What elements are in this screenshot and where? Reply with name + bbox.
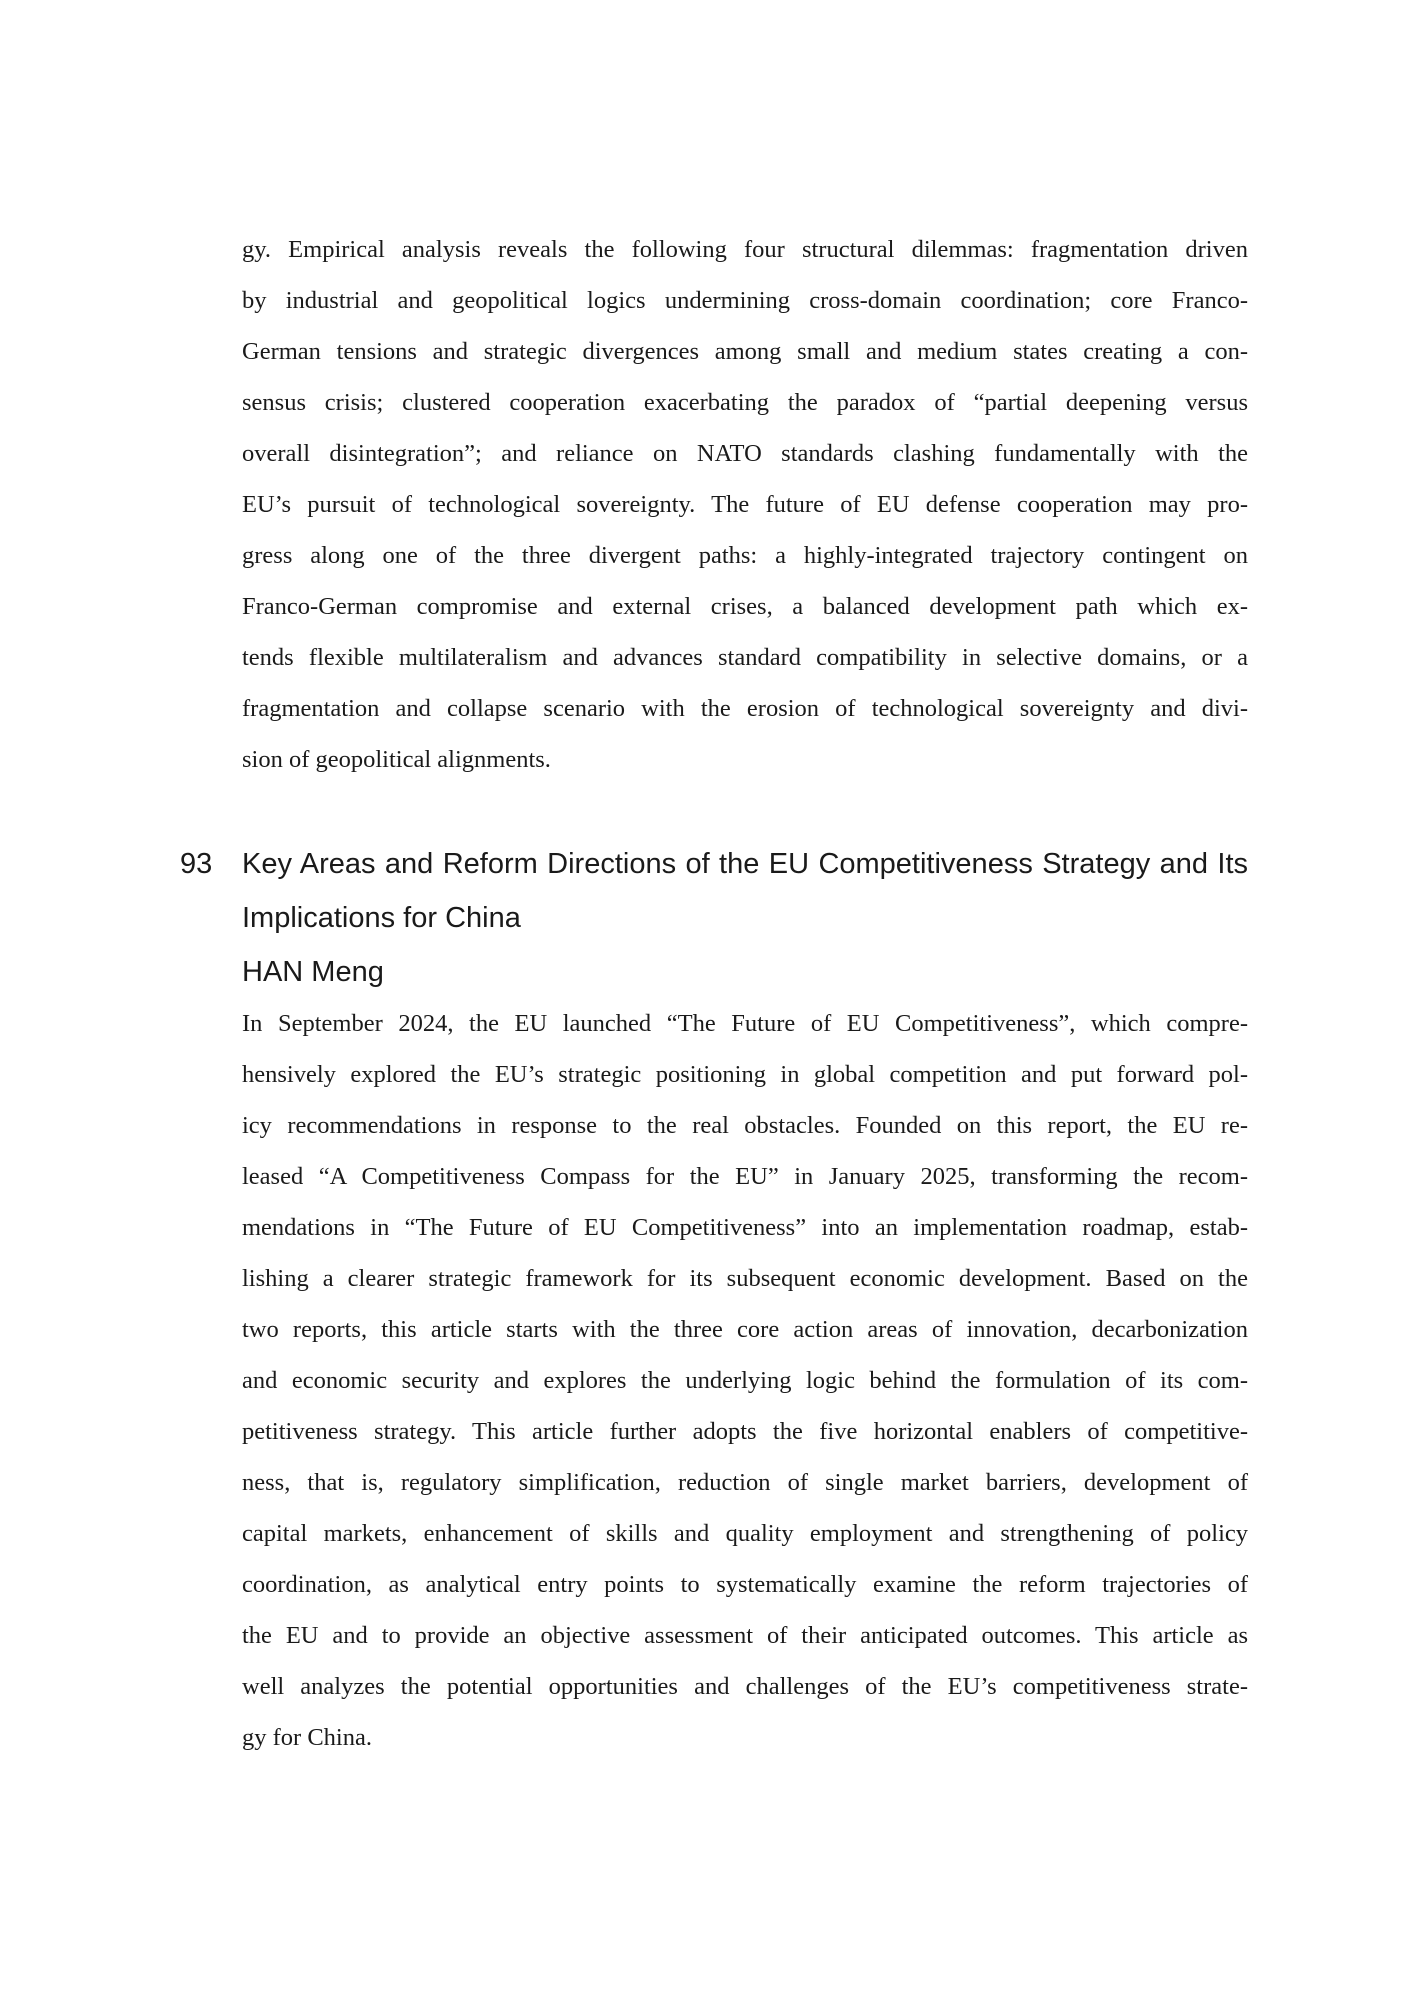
abstract-line: ness, that is, regulatory simplification, reduction of single market barriers, development of <box>242 1469 1248 1496</box>
entry-author: HAN Meng <box>242 956 384 988</box>
abstract-line: gy for China. <box>242 1724 372 1751</box>
abstract-line: lishing a clearer strategic framework for its subsequent economic development. Based on the <box>242 1265 1248 1292</box>
abstract-line: sensus crisis; clustered cooperation exacerbating the paradox of “partial deepening versus <box>242 389 1248 416</box>
abstract-line: well analyzes the potential opportunities and challenges of the EU’s competitiveness strate- <box>242 1673 1248 1700</box>
abstract-line: icy recommendations in response to the real obstacles. Founded on this report, the EU re- <box>242 1112 1248 1139</box>
abstract-line: two reports, this article starts with the three core action areas of innovation, decarbonization <box>242 1316 1248 1343</box>
abstract-line: hensively explored the EU’s strategic positioning in global competition and put forward pol- <box>242 1061 1248 1088</box>
abstract-line: gy. Empirical analysis reveals the following four structural dilemmas: fragmentation driven <box>242 236 1248 263</box>
abstract-line: leased “A Competitiveness Compass for the EU” in January 2025, transforming the recom- <box>242 1163 1248 1190</box>
abstract-line: the EU and to provide an objective assessment of their anticipated outcomes. This article as <box>242 1622 1248 1649</box>
abstract-line: gress along one of the three divergent paths: a highly-integrated trajectory contingent on <box>242 542 1248 569</box>
abstract-line: EU’s pursuit of technological sovereignty. The future of EU defense cooperation may pro- <box>242 491 1248 518</box>
abstract-line: German tensions and strategic divergences among small and medium states creating a con- <box>242 338 1248 365</box>
abstract-line: and economic security and explores the underlying logic behind the formulation of its com- <box>242 1367 1248 1394</box>
abstract-line: mendations in “The Future of EU Competitiveness” into an implementation roadmap, estab- <box>242 1214 1248 1241</box>
abstract-line: sion of geopolitical alignments. <box>242 746 551 773</box>
abstract-line: In September 2024, the EU launched “The Future of EU Competitiveness”, which compre- <box>242 1010 1248 1037</box>
entry-number: 93 <box>180 848 213 880</box>
entry-title-line: Key Areas and Reform Directions of the EU Competitiveness Strategy and Its <box>242 848 1248 880</box>
abstract-line: petitiveness strategy. This article further adopts the five horizontal enablers of competitive- <box>242 1418 1248 1445</box>
abstract-line: tends flexible multilateralism and advances standard compatibility in selective domains, or a <box>242 644 1248 671</box>
abstract-line: overall disintegration”; and reliance on NATO standards clashing fundamentally with the <box>242 440 1248 467</box>
abstract-line: Franco-German compromise and external crises, a balanced development path which ex- <box>242 593 1248 620</box>
abstract-line: fragmentation and collapse scenario with the erosion of technological sovereignty and divi- <box>242 695 1248 722</box>
abstract-line: coordination, as analytical entry points to systematically examine the reform trajectories of <box>242 1571 1248 1598</box>
abstract-line: capital markets, enhancement of skills and quality employment and strengthening of policy <box>242 1520 1248 1547</box>
entry-title-line: Implications for China <box>242 902 521 934</box>
abstract-line: by industrial and geopolitical logics undermining cross-domain coordination; core Franco- <box>242 287 1248 314</box>
